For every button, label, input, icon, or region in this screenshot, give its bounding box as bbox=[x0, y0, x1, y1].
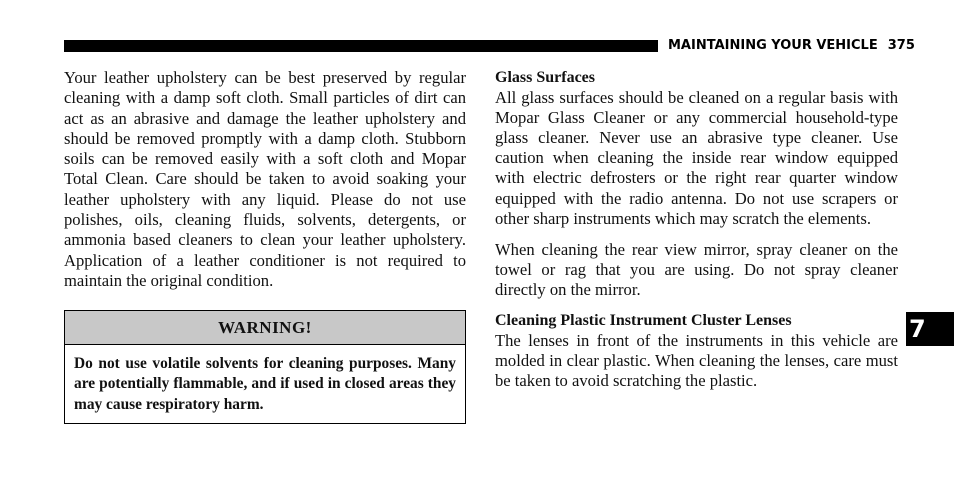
right-column bbox=[495, 68, 898, 391]
glass-heading: Glass Surfaces bbox=[495, 69, 595, 86]
warning-text: Do not use volatile solvents for cleaning purposes. Many are potentially flammable, and if used in closed areas they may cause respiratory harm. bbox=[74, 355, 456, 413]
leather-paragraph: Your leather upholstery can be best preserved by regular cleaning with a damp soft cloth. Small particles of dirt can act as an abrasive and damage the leather upholstery and should be removed promptly with a damp cloth. Stubborn soils can be removed easily with a soft cloth and Mopar Total Clean. Care should be taken to avoid soaking your leather upholstery with any liquid. Please do not use polishes, oils, cleaning fluids, solvents, detergents, or ammonia based cleaners to clean your leather upholstery. Application of a leather conditioner is not required to maintain the original condition. bbox=[64, 68, 466, 290]
left-column bbox=[64, 68, 466, 291]
header-rule bbox=[64, 40, 658, 52]
glass-paragraph: All glass surfaces should be cleaned on a regular basis with Mopar Glass Cleaner or any commercial household-type glass cleaner. Never use an abrasive type cleaner. Use caution when cleaning the inside rear window equipped with electric defrosters or the right rear quarter window equipped with the radio antenna. Do not use scrapers or other sharp instruments which may scratch the elements. bbox=[495, 88, 898, 228]
lenses-heading: Cleaning Plastic Instrument Cluster Lenses bbox=[495, 312, 792, 330]
mirror-paragraph: When cleaning the rear view mirror, spray cleaner on the towel or rag that you are using. Do not spray cleaner directly on the mirror. bbox=[495, 239, 898, 299]
warning-box bbox=[64, 310, 466, 424]
paragraph-gap bbox=[495, 300, 898, 311]
chapter-number: 7 bbox=[909, 315, 926, 343]
lenses-paragraph: The lenses in front of the instruments in this vehicle are molded in clear plastic. When cleaning the lenses, care must be taken to avoid scratching the plastic. bbox=[495, 331, 898, 391]
warning-title: WARNING! bbox=[65, 311, 465, 345]
paragraph-gap bbox=[495, 229, 898, 240]
section-title: MAINTAINING YOUR VEHICLE bbox=[668, 38, 878, 53]
page-number: 375 bbox=[887, 38, 915, 53]
chapter-tab bbox=[906, 312, 954, 346]
running-header bbox=[668, 38, 915, 53]
